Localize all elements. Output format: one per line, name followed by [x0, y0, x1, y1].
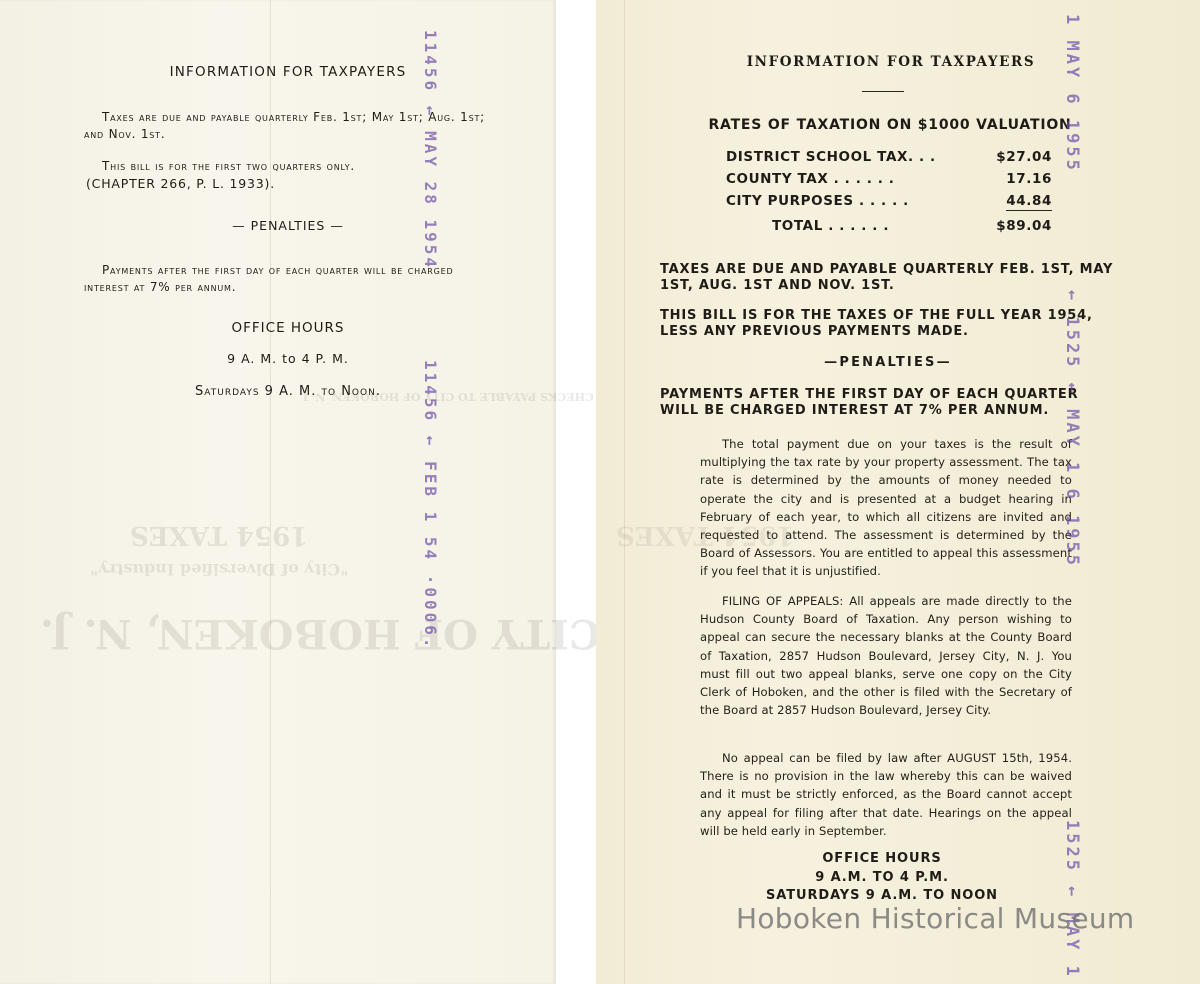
- left-payment-stamp-bottom: 11456 ← FEB 1 54 ·0006.: [421, 360, 440, 651]
- museum-watermark: Hoboken Historical Museum: [736, 902, 1135, 935]
- rate-row-county: [726, 171, 1052, 193]
- right-office-hours-saturday: SATURDAYS 9 A.M. TO NOON: [766, 888, 998, 903]
- right-penalties-heading: —PENALTIES—: [824, 355, 952, 370]
- right-payment-stamp-middle: ← 1525 ← MAY 1 6 1955: [1062, 290, 1082, 568]
- appeal-deadline-paragraph: No appeal can be filed by law after AUGUST 15th, 1954. There is no provision in the law whereby this can be waived and it must be strictly enforced, as the Board cannot accept any appeal for filing after that date. Hearings on the appeal will be held early in September.: [700, 751, 1072, 838]
- left-office-hours-weekday: 9 A. M. to 4 P. M.: [227, 351, 349, 366]
- left-office-hours-saturday: Saturdays 9 A. M. to Noon.: [195, 384, 381, 399]
- rate-amount: 44.84: [1006, 193, 1052, 209]
- rate-label: COUNTY TAX . . . . . .: [726, 171, 895, 187]
- left-chapter-ref: (CHAPTER 266, P. L. 1933).: [86, 176, 276, 191]
- total-label: TOTAL . . . . . .: [772, 218, 890, 234]
- left-due-dates-text: Taxes are due and payable quarterly Feb. 1st; May 1st; Aug. 1st; and Nov. 1st.: [84, 110, 485, 141]
- right-office-hours-weekday: 9 A.M. TO 4 P.M.: [815, 870, 949, 885]
- right-bill-scope-text: THIS BILL IS FOR THE TAXES OF THE FULL YEAR 1954, LESS ANY PREVIOUS PAYMENTS MADE.: [660, 308, 1093, 339]
- bleed-motto: "City of Diversified Industry": [90, 560, 349, 579]
- rate-row-total: [772, 218, 1052, 240]
- bleed-city-name: CITY OF HOBOKEN, N. J.: [40, 610, 601, 657]
- bleed-year: 1954 TAXES: [616, 520, 795, 550]
- rate-row-school: [726, 149, 1052, 171]
- left-title: INFORMATION FOR TAXPAYERS: [169, 64, 407, 80]
- right-title: INFORMATION FOR TAXPAYERS: [746, 54, 1036, 70]
- left-penalties-text: Payments after the first day of each quarter will be charged interest at 7% per annum.: [84, 263, 454, 294]
- rate-row-city: [726, 193, 1052, 215]
- rates-heading: RATES OF TAXATION ON $1000 VALUATION: [708, 117, 1072, 133]
- rate-amount: 17.16: [1006, 171, 1052, 187]
- right-penalties-text: PAYMENTS AFTER THE FIRST DAY OF EACH QUARTER WILL BE CHARGED INTEREST AT 7% PER ANNUM.: [660, 387, 1079, 418]
- fold-crease: [270, 0, 271, 984]
- left-payment-stamp-top: 11456 ← MAY 28 1954: [421, 30, 440, 271]
- left-office-hours-title: OFFICE HOURS: [231, 320, 345, 336]
- right-payment-stamp-bottom: 1525 ← MAY 1: [1062, 820, 1082, 979]
- right-office-hours-title: OFFICE HOURS: [822, 851, 942, 866]
- bleed-checks-payable: MAKE CHECKS PAYABLE TO CITY OF HOBOKEN, N. J.: [300, 390, 637, 403]
- total-amount: $89.04: [996, 218, 1052, 234]
- rate-amount: $27.04: [996, 149, 1052, 165]
- rate-label: CITY PURPOSES . . . . .: [726, 193, 909, 209]
- left-bill-scope-text: This bill is for the first two quarters only.: [102, 159, 356, 173]
- right-due-dates-text: TAXES ARE DUE AND PAYABLE QUARTERLY FEB. 1ST, MAY 1ST, AUG. 1ST AND NOV. 1ST.: [660, 262, 1114, 293]
- right-payment-stamp-top: 1 MAY 6 1955: [1062, 14, 1082, 173]
- title-divider: [862, 91, 904, 92]
- left-penalties-heading: — PENALTIES —: [232, 218, 344, 233]
- assessment-paragraph: The total payment due on your taxes is the result of multiplying the tax rate by your property assessment. The tax rate is determined by the amounts of money needed to operate the city and is presented at a budget hearing in February of each year, to which all citizens are invited and requested to attend. The assessment is determined by the Board of Assessors. You are entitled to appeal this assessment if you feel that it is unjustified.: [700, 437, 1072, 579]
- fold-crease: [624, 0, 625, 984]
- rate-label: DISTRICT SCHOOL TAX. . .: [726, 149, 936, 165]
- filing-appeals-paragraph: FILING OF APPEALS: All appeals are made directly to the Hudson County Board of Taxation. Any person wishing to appeal can secure the necessary blanks at the County Board of Taxation, 2857 Hudson Boulevard, Jersey City, N. J. You must fill out two appeal blanks, serve one copy on the City Clerk of Hoboken, and the other is filed with the Secretary of the Board at 2857 Hudson Boulevard, Jersey City.: [700, 594, 1072, 718]
- bleed-year: 1954 TAXES: [130, 520, 309, 550]
